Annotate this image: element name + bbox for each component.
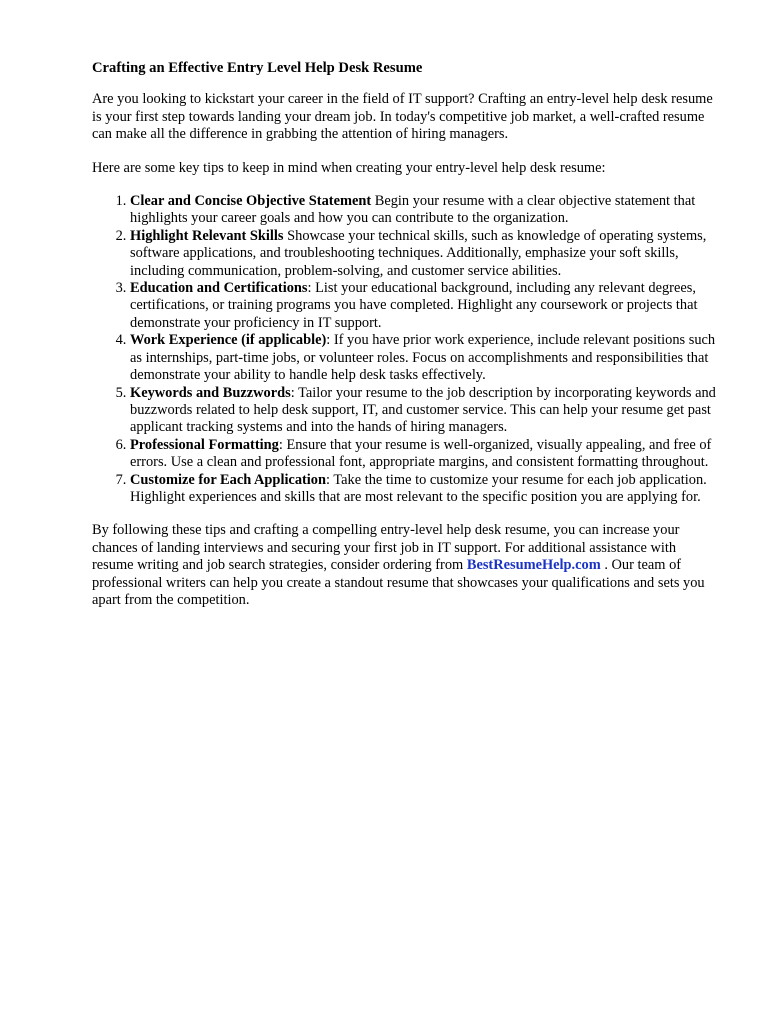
- closing-text-after: . Our team of professional writers can help you create a standout resume that showcases your qualifications and sets you apart from the competition.: [92, 557, 705, 608]
- tip-item: [130, 437, 720, 472]
- best-resume-help-link[interactable]: BestResumeHelp.com: [466, 557, 601, 574]
- lead-in-paragraph: Here are some key tips to keep in mind when creating your entry-level help desk resume:: [92, 159, 606, 176]
- tip-text: Begin your resume with a clear objective statement that highlights your career goals and how you can contribute to the organization.: [130, 193, 696, 227]
- tip-title: Customize for Each Application: [130, 471, 327, 488]
- tips-list: [92, 193, 720, 506]
- tip-separator: :: [326, 332, 334, 349]
- tip-text: List your educational background, including any relevant degrees, certifications, or training programs you have completed. Highlight any coursework or projects that demonstrate your proficiency in IT support.: [130, 280, 698, 331]
- tip-item: [130, 332, 720, 384]
- tip-item: [130, 385, 720, 437]
- closing-paragraph: [92, 522, 720, 609]
- tip-separator: :: [290, 384, 299, 401]
- tip-separator: :: [326, 471, 334, 488]
- tip-title: Keywords and Buzzwords: [130, 384, 291, 401]
- tip-text: If you have prior work experience, include relevant positions such as internships, part-time jobs, or volunteer roles. Focus on accomplishments and responsibilities that demonstrate your ability to handle help desk tasks effectively.: [130, 332, 716, 384]
- intro-paragraph: Are you looking to kickstart your career in the field of IT support? Crafting an entry-level help desk resume is your first step towards landing your dream job. In today's competitive job market, a well-crafted resume can make all the difference in grabbing the attention of hiring managers.: [92, 91, 713, 143]
- tip-item: [130, 472, 720, 507]
- closing-text-before: By following these tips and crafting a compelling entry-level help desk resume, you can increase your chances of landing interviews and securing your first job in IT support. For additional assistance with resume writing and job search strategies, consider ordering from: [92, 522, 680, 574]
- tip-separator: :: [278, 436, 287, 453]
- document-page: [92, 60, 720, 625]
- document-title: Crafting an Effective Entry Level Help Desk Resume: [92, 60, 423, 76]
- tip-title: Education and Certifications: [130, 280, 308, 297]
- tip-separator: :: [307, 280, 316, 297]
- tip-title: Clear and Concise Objective Statement: [130, 193, 372, 210]
- tip-item: [130, 193, 720, 228]
- tip-text: Tailor your resume to the job description by incorporating keywords and buzzwords related to help desk support, IT, and customer service. This can help your resume get past applicant tracking systems and into the hands of hiring managers.: [130, 384, 716, 436]
- tip-text: Showcase your technical skills, such as knowledge of operating systems, software applications, and troubleshooting techniques. Additionally, emphasize your soft skills, including communication, problem-solving, and customer service abilities.: [130, 227, 707, 279]
- tip-title: Highlight Relevant Skills: [130, 227, 284, 244]
- tip-text: Take the time to customize your resume for each job application. Highlight experiences and skills that are most relevant to the specific position you are applying for.: [130, 471, 707, 505]
- tip-text: Ensure that your resume is well-organized, visually appealing, and free of errors. Use a clean and professional font, appropriate margins, and consistent formatting throughout.: [130, 436, 712, 471]
- tip-title: Professional Formatting: [130, 436, 279, 453]
- tip-title: Work Experience (if applicable): [130, 332, 327, 349]
- tip-item: [130, 228, 720, 280]
- tip-item: [130, 280, 720, 332]
